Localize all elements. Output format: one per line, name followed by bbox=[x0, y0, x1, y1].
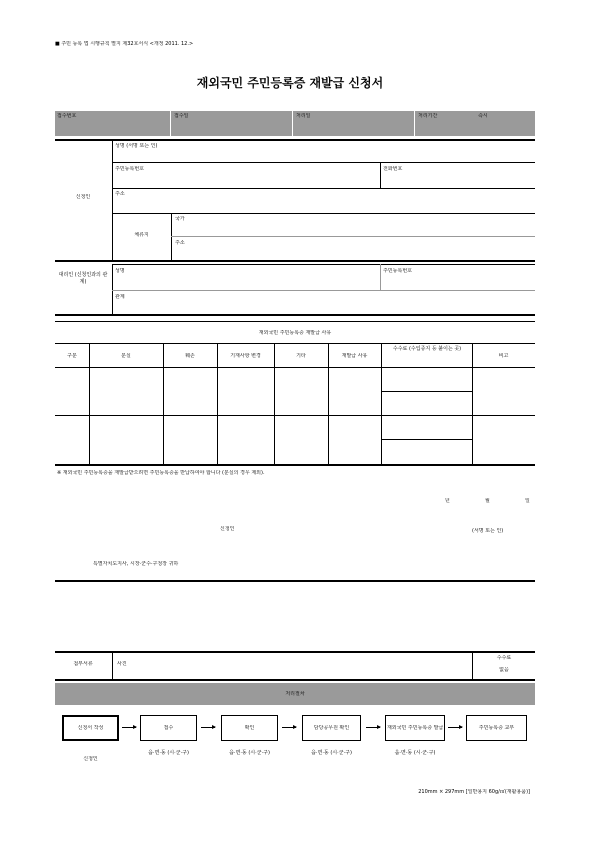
col-header-reason: 재발급 사유 bbox=[341, 353, 368, 359]
applicant-resident-no-label[interactable]: 주민등록번호 bbox=[115, 166, 144, 172]
col-header-damaged: 훼손 bbox=[185, 353, 195, 359]
process-actor-4: 읍·면·동 (시·군·구) bbox=[311, 750, 352, 756]
attachment-content: 사진 bbox=[117, 661, 127, 667]
process-actor-2: 읍·면·동 (시·군·구) bbox=[148, 750, 189, 756]
process-step-4: 담당공무원 확인 bbox=[302, 715, 361, 741]
agent-resident-no-label[interactable]: 주민등록번호 bbox=[383, 268, 412, 274]
col-header-note: 비고 bbox=[498, 353, 509, 359]
processing-period-value: 즉시 bbox=[478, 113, 488, 119]
col-header-other: 기타 bbox=[296, 353, 306, 359]
receipt-no-label: 접수번호 bbox=[57, 113, 77, 119]
agent-section-label: 대리인 (신청인과의 관계) bbox=[58, 272, 108, 285]
process-actor-1: 신청인 bbox=[83, 756, 98, 762]
process-step-6: 주민등록증 교부 bbox=[466, 715, 527, 741]
date-day[interactable]: 일 bbox=[525, 498, 530, 504]
applicant-name-label[interactable]: 성명 (서명 또는 인) bbox=[115, 143, 158, 149]
process-step-5: 재외국민 주민등록증 발급 bbox=[385, 715, 445, 741]
applicant-address-label[interactable]: 주소 bbox=[115, 191, 125, 197]
process-actor-3: 읍·면·동 (시·군·구) bbox=[229, 750, 270, 756]
col-header-changed: 기재사항 변경 bbox=[230, 353, 261, 359]
form-title: 재외국민 주민등록증 재발급 신청서 bbox=[196, 76, 384, 90]
stay-place-label: 체류지 bbox=[134, 232, 149, 238]
signer-signature[interactable]: (서명 또는 인) bbox=[472, 528, 504, 534]
col-header-category: 구분 bbox=[67, 353, 77, 359]
arrow-icon bbox=[366, 727, 380, 728]
arrow-icon bbox=[201, 727, 215, 728]
signer-label: 신청인 bbox=[220, 526, 235, 532]
date-year[interactable]: 년 bbox=[445, 498, 450, 504]
stay-address-label[interactable]: 주소 bbox=[175, 240, 185, 246]
process-step-1: 신청서 작성 bbox=[62, 715, 119, 741]
addressee: 특별자치도지사, 시장·군수·구청장 귀하 bbox=[93, 561, 179, 567]
applicant-phone-label[interactable]: 전화번호 bbox=[383, 166, 403, 172]
receipt-date-label: 접수일 bbox=[174, 113, 189, 119]
arrow-icon bbox=[282, 727, 296, 728]
fee-value: 없음 bbox=[499, 667, 509, 673]
fee-label: 수수료 bbox=[496, 655, 512, 661]
date-month[interactable]: 월 bbox=[485, 498, 490, 504]
reissue-row[interactable] bbox=[56, 416, 535, 463]
agent-relation-label[interactable]: 관계 bbox=[115, 294, 125, 300]
processing-date-label: 처리일 bbox=[296, 113, 311, 119]
paper-size-note: 210mm × 297mm [일반용지 60g/㎡(재활용품)] bbox=[418, 789, 530, 795]
reissue-section-title: 재외국민 주민등록증 재발급 사유 bbox=[258, 330, 332, 336]
footnote: ※ 재외국민 주민등록증을 재발급받으려면 주민등록증을 반납하여야 합니다 (분실의 경우 제외). bbox=[57, 470, 265, 476]
process-step-2: 접수 bbox=[140, 715, 197, 741]
process-title: 처리절차 bbox=[285, 691, 305, 697]
process-actor-5: 읍·면·동 (시·군·구) bbox=[394, 750, 436, 756]
col-header-fee: 수수료 (수입증지 등 붙이는 곳) bbox=[392, 346, 462, 352]
col-header-lost: 분실 bbox=[121, 353, 131, 359]
processing-period-label: 처리기간 bbox=[418, 113, 438, 119]
applicant-section-label: 신청인 bbox=[75, 194, 91, 200]
process-step-3: 확인 bbox=[221, 715, 278, 741]
agent-name-label[interactable]: 성명 bbox=[115, 268, 125, 274]
form-header-note: ■ 주민 등록 법 시행규칙 별지 제32호서식 <개정 2011. 12.> bbox=[55, 41, 194, 47]
arrow-icon bbox=[448, 727, 462, 728]
attachment-label: 첨부서류 bbox=[73, 661, 93, 667]
stay-country-label[interactable]: 국가 bbox=[175, 216, 185, 222]
arrow-icon bbox=[122, 727, 136, 728]
reissue-row[interactable] bbox=[56, 368, 535, 414]
